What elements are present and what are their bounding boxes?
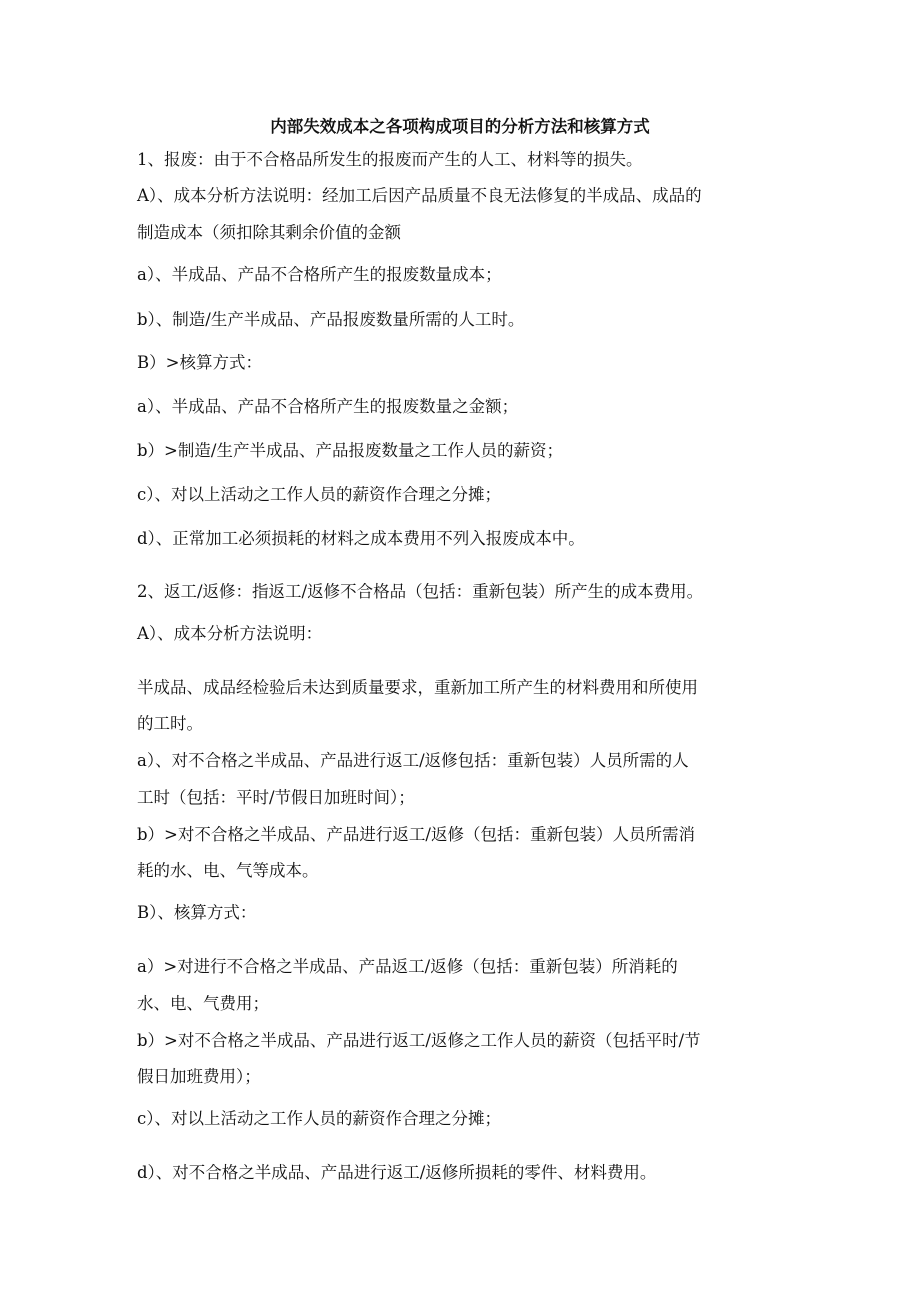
list-item-continuation: 水、电、气费用； — [137, 994, 269, 1013]
section-heading: B）>核算方式： — [137, 353, 262, 372]
list-item: c）、对以上活动之工作人员的薪资作合理之分摊； — [137, 1109, 501, 1128]
list-item-continuation: 工时（包括：平时/节假日加班时间）； — [137, 788, 415, 807]
list-item: a）、对不合格之半成品、产品进行返工/返修包括：重新包装）人员所需的人 — [137, 751, 689, 770]
list-item: b）>对不合格之半成品、产品进行返工/返修之工作人员的薪资（包括平时/节 — [137, 1031, 701, 1050]
paragraph-line: 制造成本（须扣除其剩余价值的金额 — [137, 223, 401, 242]
list-item: a）、半成品、产品不合格所产生的报废数量成本； — [137, 265, 502, 284]
paragraph-line: 的工时。 — [137, 714, 203, 733]
document-title: 内部失效成本之各项构成项目的分析方法和核算方式 — [270, 117, 650, 136]
list-item: b）、制造/生产半成品、产品报废数量所需的人工时。 — [137, 310, 525, 329]
list-item: b）>对不合格之半成品、产品进行返工/返修（包括：重新包装）人员所需消 — [137, 825, 695, 844]
list-item: c）、对以上活动之工作人员的薪资作合理之分摊； — [137, 485, 501, 504]
list-item: a）>对进行不合格之半成品、产品返工/返修（包括：重新包装）所消耗的 — [137, 957, 678, 976]
list-item: d）、正常加工必须损耗的材料之成本费用不列入报废成本中。 — [137, 529, 585, 548]
list-item-continuation: 耗的水、电、气等成本。 — [137, 861, 319, 880]
list-item: d）、对不合格之半成品、产品进行返工/返修所损耗的零件、材料费用。 — [137, 1163, 657, 1182]
paragraph-line: 半成品、成品经检验后未达到质量要求，重新加工所产生的材料费用和所使用 — [137, 678, 698, 697]
section-heading: B）、核算方式： — [137, 903, 257, 922]
list-item-continuation: 假日加班费用）； — [137, 1067, 261, 1086]
list-item: b）>制造/生产半成品、产品报废数量之工作人员的薪资； — [137, 441, 563, 460]
list-item: a）、半成品、产品不合格所产生的报废数量之金额； — [137, 397, 519, 416]
paragraph-rework-heading: 2、返工/返修：指返工/返修不合格品（包括：重新包装）所产生的成本费用。 — [137, 582, 704, 601]
paragraph-line: A）、成本分析方法说明：经加工后因产品质量不良无法修复的半成品、成品的 — [137, 186, 702, 205]
paragraph-scrap-heading: 1、报废：由于不合格品所发生的报废而产生的人工、材料等的损失。 — [137, 150, 643, 169]
section-heading: A）、成本分析方法说明： — [137, 624, 323, 643]
